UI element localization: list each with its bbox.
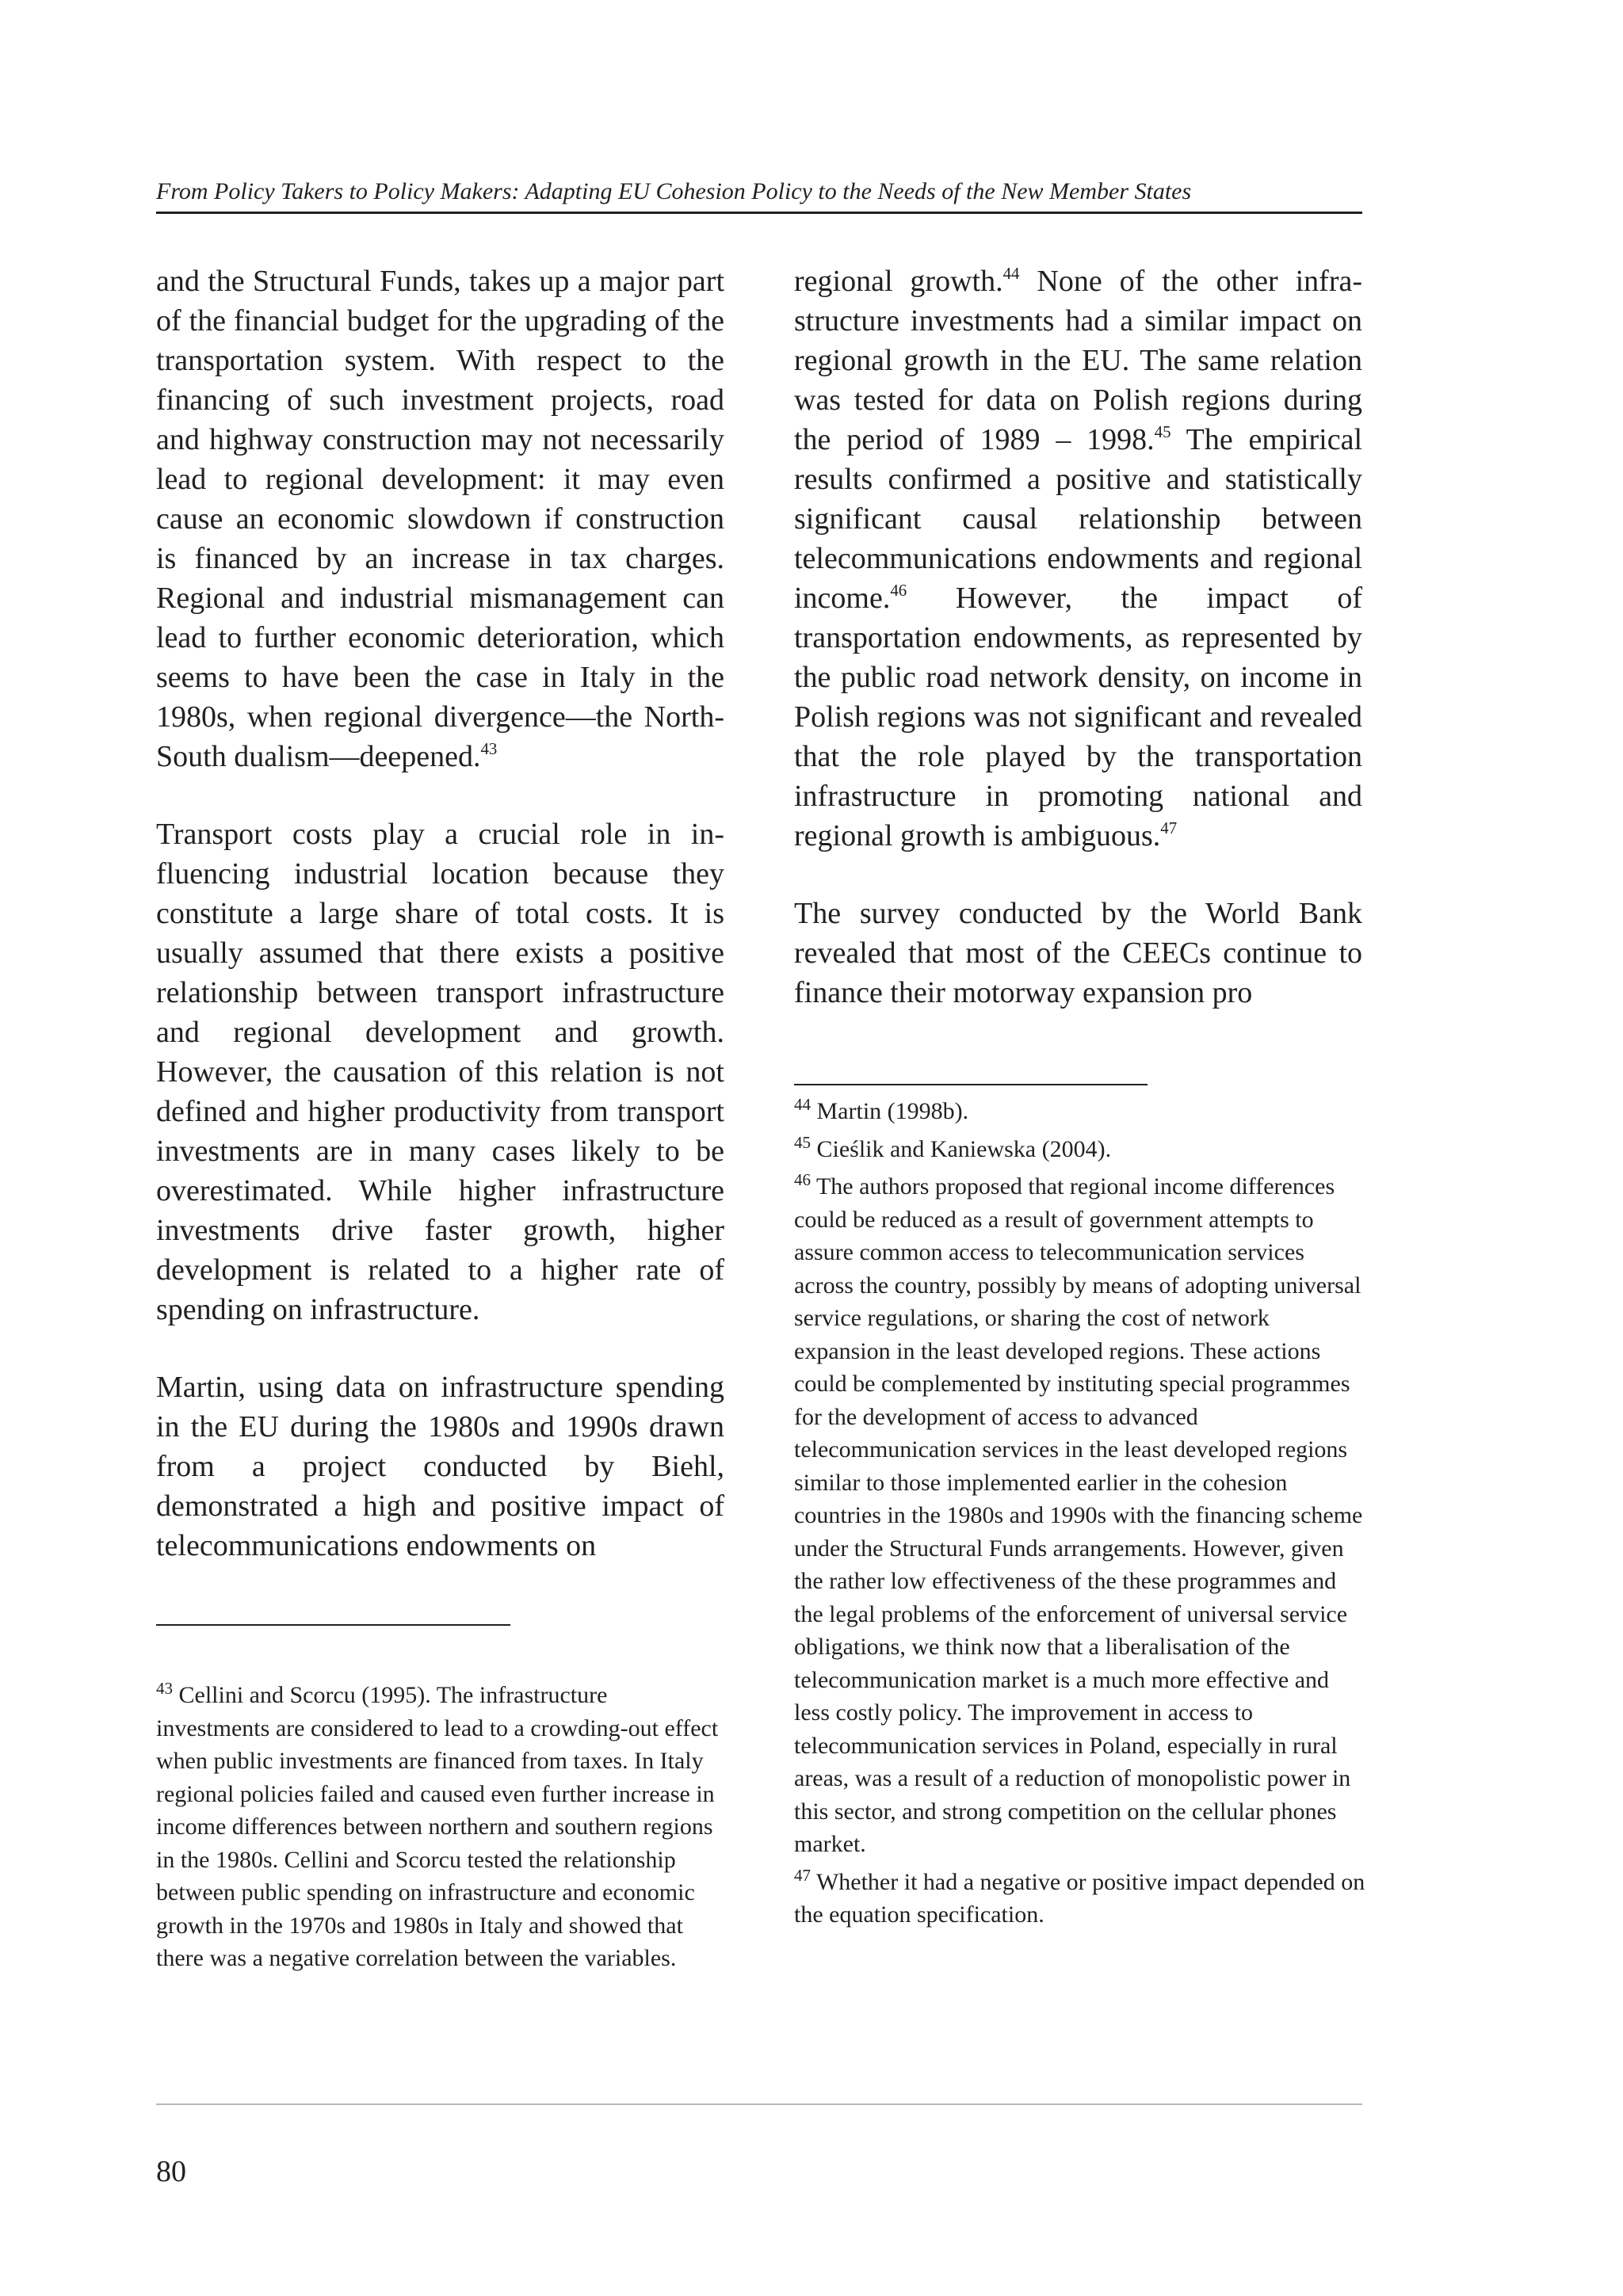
- footnote-ref[interactable]: 46: [890, 581, 907, 601]
- running-header: From Policy Takers to Policy Makers: Adapting EU Cohesion Policy to the Needs of the New Member States: [156, 178, 1192, 204]
- footnote-number: 46: [794, 1170, 811, 1189]
- footnote-number: 45: [794, 1132, 811, 1152]
- footnote-ref[interactable]: 47: [1160, 818, 1178, 838]
- paragraph: regional growth.$^{44}$ None of the other infrastructure investments had a similar impact on regional growth in the EU. The same relation was tested for data on Polish regions during the period of 1989 – 1998.45 The empirical results confirmed a positive and statistically significant causal relationship between telecommunications endowments and regional income.$^{46}$ However, the impact of transportation endowments, as represented by the public road network density, on income in Polish regions was not significant and revealed that the role played by the transportation infrastructure in promoting national and regional growth is ambiguous.$^{47}$: [794, 264, 1362, 852]
- paragraph: and the Structural Funds, takes up a major part of the financial budget for the upgrading of the transportation system. With respect to the financing of such investment projects, road and highway construction may not necessarily lead to regional development: it may even cause an economic slowdown if construction is financed by an increase in tax charges. Regional and industrial mismanagement can lead to further economic deterioration, which seems to have been the case in Italy in the 1980s, when regional divergence—the North-South dualism—deepened.$^{43}$: [156, 265, 724, 773]
- footnote: $^{44}$ Martin (1998b).: [794, 1095, 969, 1124]
- footnote-number: 44: [794, 1095, 811, 1114]
- footnote-ref[interactable]: 44: [1002, 264, 1020, 284]
- footnote-rule-right: [794, 1084, 1148, 1085]
- footnote-ref[interactable]: 45: [1154, 422, 1171, 442]
- footnote-number: 43: [156, 1679, 173, 1698]
- page-number: 80: [156, 2155, 186, 2188]
- footnote: $^{47}$ Whether it had a negative or positive impact depended on the equation specification.: [794, 1865, 1365, 1928]
- right-footnotes: [794, 1095, 1369, 1932]
- footer-rule: [156, 2103, 1362, 2105]
- paragraph: Transport costs play a crucial role in influencing industrial location because they constitute a large share of total costs. It is usually assumed that there exists a positive relationship between transport infrastructure and regional development and growth. However, the causation of this relation is not defined and higher productivity from transport investments are in many cases likely to be overestimated. While higher infrastructure investments drive faster growth, higher development is related to a higher rate of spending on infrastructure.: [156, 818, 724, 1326]
- footnote: $^{43}$ Cellini and Scorcu (1995). The infrastructure investments are considered to lead to a crowding-out effect when public investments are financed from taxes. In Italy regional policies failed and caused even further increase in income differences between northern and southern regions in the 1980s. Cellini and Scorcu tested the relationship between public spending on infrastructure and economic growth in the 1970s and 1980s in Italy and showed that there was a negative correlation between the variables.: [156, 1679, 719, 1971]
- footnote-number: 47: [794, 1865, 811, 1885]
- footnote: $^{46}$ The authors proposed that regional income differences could be reduced as a result of government attempts to assure common access to telecommunication services across the country, possibly by means of adopting universal service regulations, or sharing the cost of network expansion in the least developed regions. These actions could be complemented by instituting special programmes for the development of access to advanced telecommunication services in the least developed regions similar to those implemented earlier in the cohesion countries in the 1980s and 1990s with the financing scheme under the Structural Funds arrangements. However, given the rather low effectiveness of the these programmes and the legal problems of the enforcement of universal service obligations, we think now that a liberalisation of the telecommunication market is a much more effective and less costly policy. The improvement in access to telecommunication services in Poland, especially in rural areas, was a result of a reduction of monopolistic power in this sector, and strong competition on the cellular phones market.: [794, 1170, 1363, 1857]
- right-column: [794, 261, 1362, 1013]
- left-column: [156, 261, 724, 1566]
- left-footnotes: [156, 1679, 727, 1975]
- footnote-rule-left: [156, 1624, 510, 1626]
- paragraph: The survey conducted by the World Bank revealed that most of the CEECs continue to finance their motorway expansion pro: [794, 897, 1362, 1009]
- header-rule: [156, 212, 1362, 214]
- paragraph: Martin, using data on infrastructure spending in the EU during the 1980s and 1990s drawn from a project conducted by Biehl, demonstrated a high and positive impact of telecommunications endowments on: [156, 1371, 724, 1562]
- footnote: $^{45}$ Cieślik and Kaniewska (2004).: [794, 1132, 1112, 1162]
- footnote-ref[interactable]: 43: [480, 739, 498, 759]
